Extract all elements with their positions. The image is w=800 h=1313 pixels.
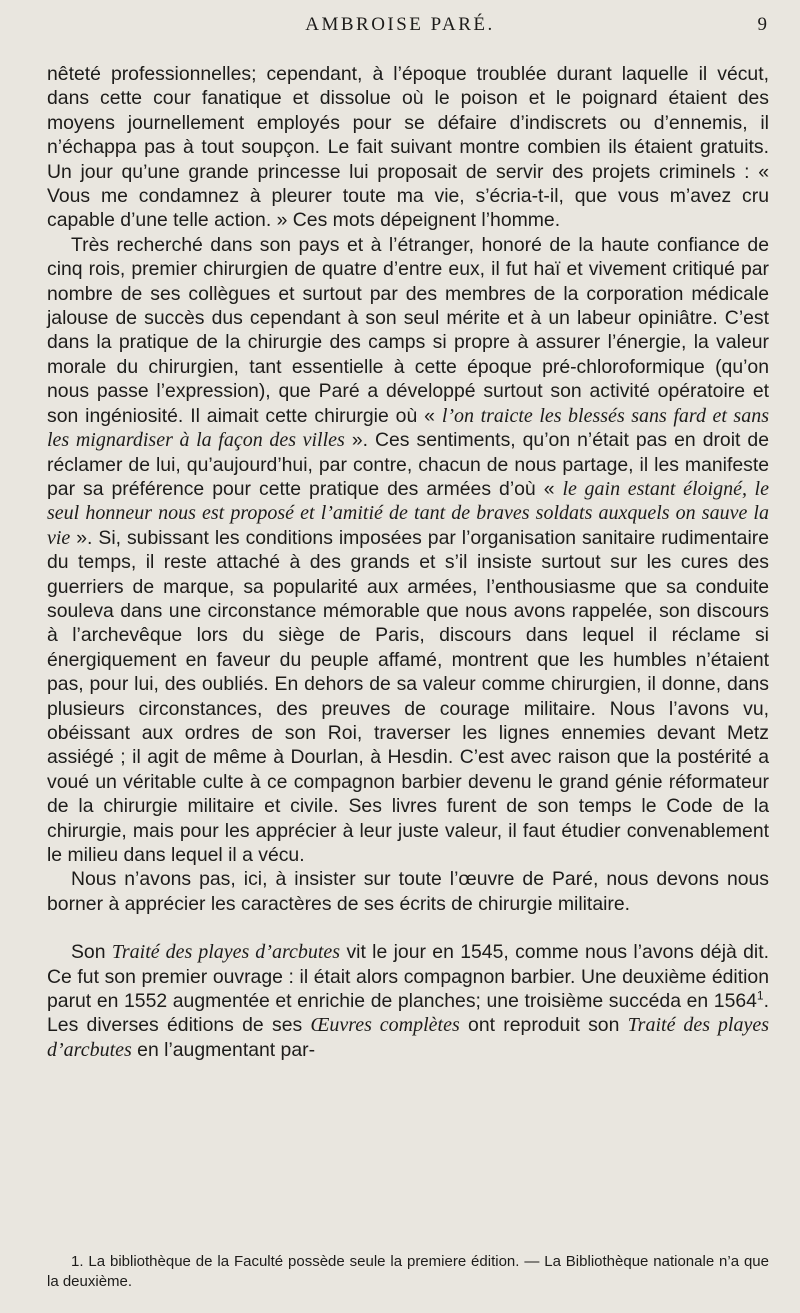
italic-text: le gain estant éloigné, le seul honneur nous est proposé et l’amitié de tant de braves soldats auxquels on sauve la vie [47, 477, 769, 549]
paragraph-1 [47, 62, 769, 233]
italic-text: l’on traicte les blessés sans fard et sans les mignardiser à la façon des villes [47, 404, 769, 452]
paragraph-2 [47, 233, 769, 868]
text-run: Nous n’avons pas, ici, à insister sur toute l’œuvre de Paré, nous devons nous borner à apprécier les caractères de ses écrits de chirurgie militaire. [47, 868, 769, 915]
running-title: AMBROISE PARÉ. [305, 14, 495, 35]
text-run: ». Ces sentiments, qu’on n’était pas en droit de réclamer de lui, qu’aujourd’hui, par contre, chacun de nous partage, il les manifeste par sa préférence pour cette pratique des armées d’où « [47, 429, 769, 500]
paragraph-3 [47, 867, 769, 916]
section-gap [47, 916, 769, 940]
italic-text: Œuvres complètes [310, 1014, 460, 1037]
italic-text: Traité des playes d’arcbutes [47, 1014, 769, 1061]
text-run: Très recherché dans son pays et à l’étranger, honoré de la haute confiance de cinq rois, premier chirurgien de quatre d’entre eux, il fut haï et vivement critiqué par nombre de ses collègues et surtout par des membres de la corporation médicale jalouse de succès dus cependant à son seul mérite et à un labeur opiniâtre. C’est dans la pratique de la chirurgie des camps si propre à assurer l’énergie, la valeur morale du chirurgien, tant essentielle à cette époque pré-chloroformique (qu’on nous passe l’expression), que Paré a développé surtout son activité opératoire et son ingéniosité. Il aimait cette chirurgie où « [47, 233, 769, 427]
text-run: . Les diverses éditions de ses [47, 990, 769, 1037]
italic-text: Traité des playes d’arcbutes [111, 941, 341, 964]
text-run: ont reproduit son [459, 1014, 628, 1037]
paragraph-4 [47, 940, 769, 1062]
text-run: Son [71, 941, 112, 964]
page-number: 9 [757, 14, 767, 35]
footnote-ref: 1 [756, 988, 764, 1003]
text-run: en l’augmentant par- [131, 1038, 316, 1061]
text-run: nêteté professionnelles; cependant, à l’époque troublée durant laquelle il vécut, dans cette cour fanatique et dissolue où le poison et le poignard étaient des moyens journellement employés pour se défaire d’indiscrets ou d’ennemis, il n’échappa pas à tout soupçon. Le fait suivant montre combien ils étaient gratuits. Un jour qu’une grande princesse lui proposait de servir des projets criminels : « Vous me condamnez à pleurer toute ma vie, s’écria-t-il, que vous m’avez cru capable d’une telle action. » Ces mots dépeignent l’homme. [47, 63, 769, 232]
text-run: vit le jour en 1545, comme nous l’avons déjà dit. Ce fut son premier ouvrage : il était alors compagnon barbier. Une deuxième édition parut en 1552 augmentée et enrichie de planches; une troisième succéda en 1564 [47, 941, 769, 1013]
running-header [0, 14, 800, 38]
footnote: 1. La bibliothèque de la Faculté possède seule la premiere édition. — La Bibliothèque nationale n’a que la deuxième. [47, 1253, 769, 1290]
text-run: ». Si, subissant les conditions imposées par l’organisation sanitaire rudimentaire du temps, il reste attaché à des grands et s’il insiste surtout sur les cures des guerriers de marque, sa popularité aux armées, l’enthousiasme que sa conduite souleva dans une circonstance mémorable que nous avons rappelée, son discours à l’archevêque lors du siège de Paris, discours dans lequel il réclame si énergiquement en faveur du peuple affamé, montrent que les humbles n’étaient pas, pour lui, des oubliés. En dehors de sa valeur comme chirurgien, il donne, dans plusieurs circonstances, des preuves de courage militaire. Nous l’avons vu, obéissant aux ordres de son Roi, traverser les lignes ennemies devant Metz assiégé ; il agit de même à Dourlan, à Hesdin. C’est avec raison que la postérité a voué un véritable culte à ce compagnon barbier devenu le grand génie réformateur de la chirurgie militaire et civile. Ses livres furent de son temps le Code de la chirurgie, mais pour les apprécier à leur juste valeur, il faut étudier convenablement le milieu dans lequel il a vécu. [47, 526, 769, 866]
body-text [47, 62, 769, 1062]
